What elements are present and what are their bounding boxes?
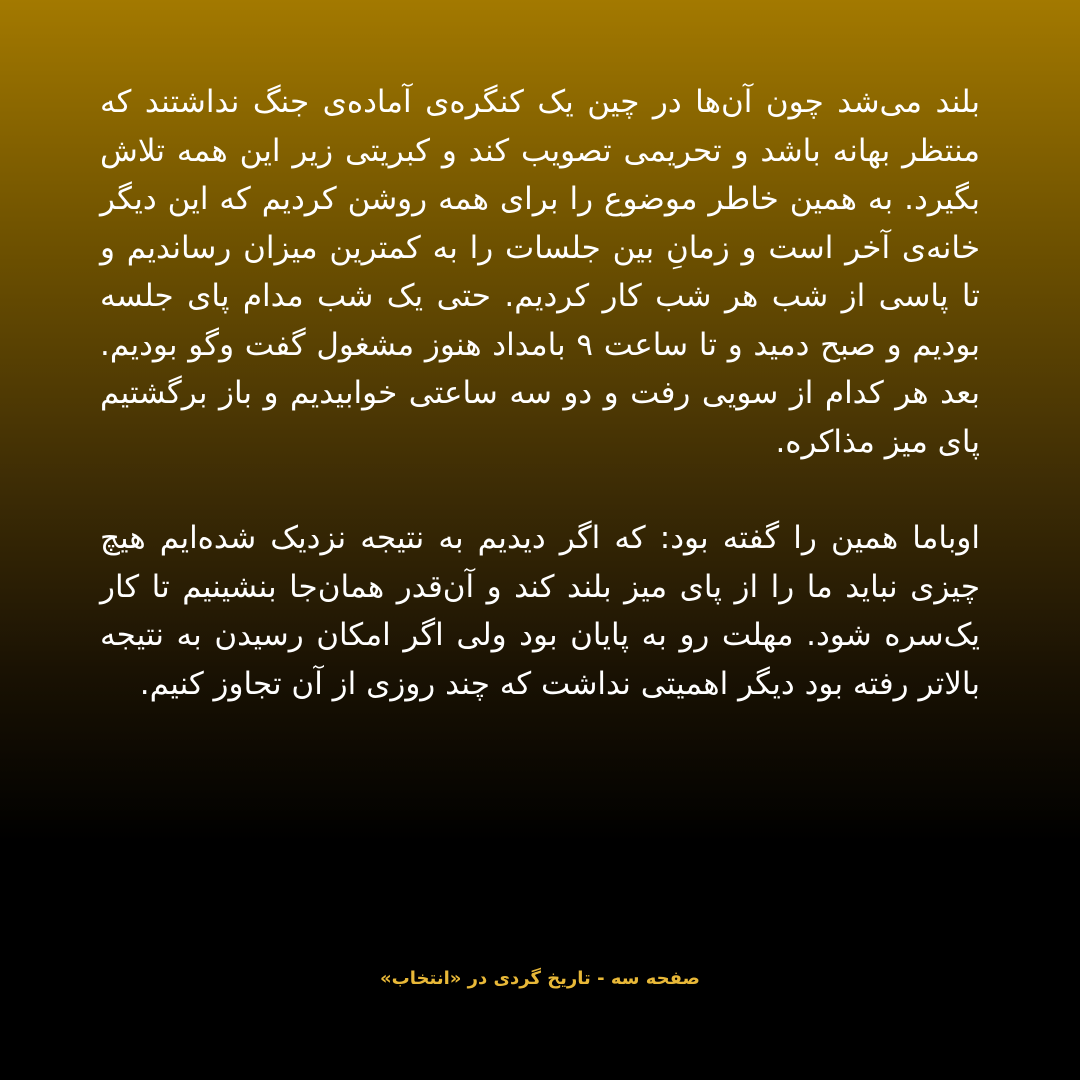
article-body — [100, 78, 980, 708]
paragraph-2: اوباما همین را گفته بود: که اگر دیدیم به نتیجه نزدیک شده‌ایم هیچ چیزی نباید ما را از پای میز بلند کند و آن‌قدر همان‌جا بنشینیم تا کار یک‌سره شود. مهلت رو به پایان بود ولی اگر امکان رسیدن به نتیجه بالاتر رفته بود دیگر اهمیتی نداشت که چند روزی از آن تجاوز کنیم. — [100, 520, 980, 702]
paragraph-1: بلند می‌شد چون آن‌ها در چین یک کنگره‌ی آماده‌ی جنگ نداشتند که منتظر بهانه باشد و تحریمی تصویب کند و کبریتی زیر این همه تلاش بگیرد. به همین خاطر موضوع را برای همه روشن کردیم که این دیگر خانه‌ی آخر است و زمانِ بین جلسات را به کمترین میزان رساندیم و تا پاسی از شب هر شب کار کردیم. حتی یک شب مدام پای جلسه بودیم و صبح دمید و تا ساعت ۹ بامداد هنوز مشغول گفت وگو بودیم. بعد هر کدام از سویی رفت و دو سه ساعتی خوابیدیم و باز برگشتیم پای میز مذاکره. — [100, 84, 981, 460]
page-footer-caption: صفحه سه - تاریخ گردی در «انتخاب» — [380, 968, 700, 989]
